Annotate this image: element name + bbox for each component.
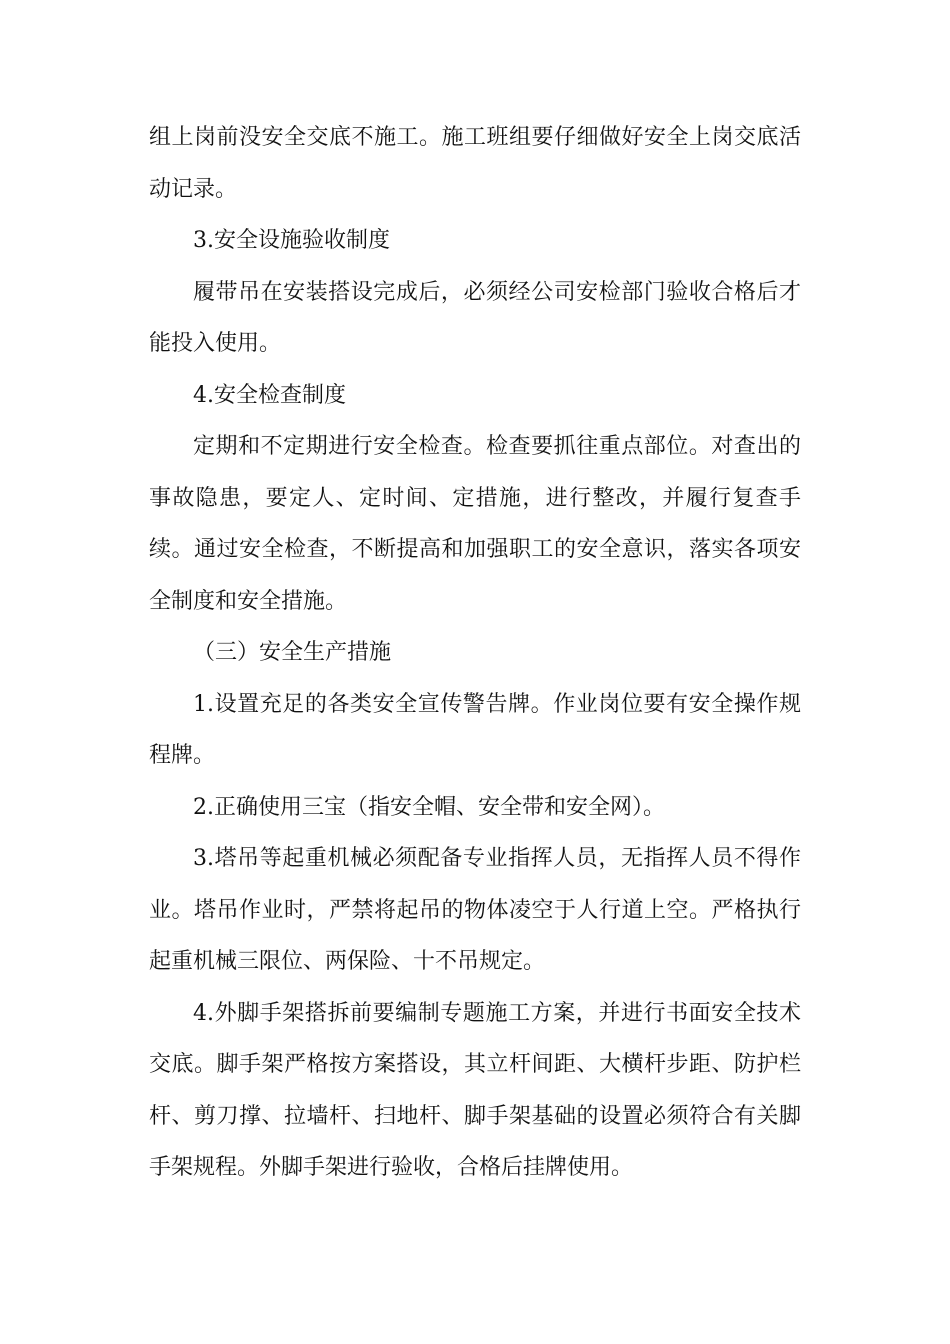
paragraph-5: 定期和不定期进行安全检查。检查要抓往重点部位。对查出的事故隐患，要定人、定时间、定措施，进行整改，并履行复查手续。通过安全检查，不断提高和加强职工的安全意识，落实各项安全制度和安全措施。 — [149, 434, 801, 614]
paragraph-2-heading: 3.安全设施验收制度 — [193, 228, 390, 253]
paragraph-7: 1.设置充足的各类安全宣传警告牌。作业岗位要有安全操作规程牌。 — [149, 691, 801, 768]
document-body — [149, 112, 801, 1194]
paragraph-1: 组上岗前没安全交底不施工。施工班组要仔细做好安全上岗交底活动记录。 — [149, 125, 801, 202]
paragraph-10: 4.外脚手架搭拆前要编制专题施工方案，并进行书面安全技术交底。脚手架严格按方案搭设，其立杆间距、大横杆步距、防护栏杆、剪刀撑、拉墙杆、扫地杆、脚手架基础的设置必须符合有关脚手架规程。外脚手架进行验收，合格后挂牌使用。 — [149, 1000, 801, 1180]
paragraph-9: 3.塔吊等起重机械必须配备专业指挥人员，无指挥人员不得作业。塔吊作业时，严禁将起吊的物体凌空于人行道上空。严格执行起重机械三限位、两保险、十不吊规定。 — [149, 846, 801, 974]
paragraph-6-section-heading: （三）安全生产措施 — [193, 640, 392, 665]
paragraph-8: 2.正确使用三宝（指安全帽、安全带和安全网）。 — [193, 794, 665, 820]
paragraph-3: 履带吊在安装搭设完成后，必须经公司安检部门验收合格后才能投入使用。 — [149, 279, 801, 356]
paragraph-4-heading: 4.安全检查制度 — [193, 382, 346, 408]
